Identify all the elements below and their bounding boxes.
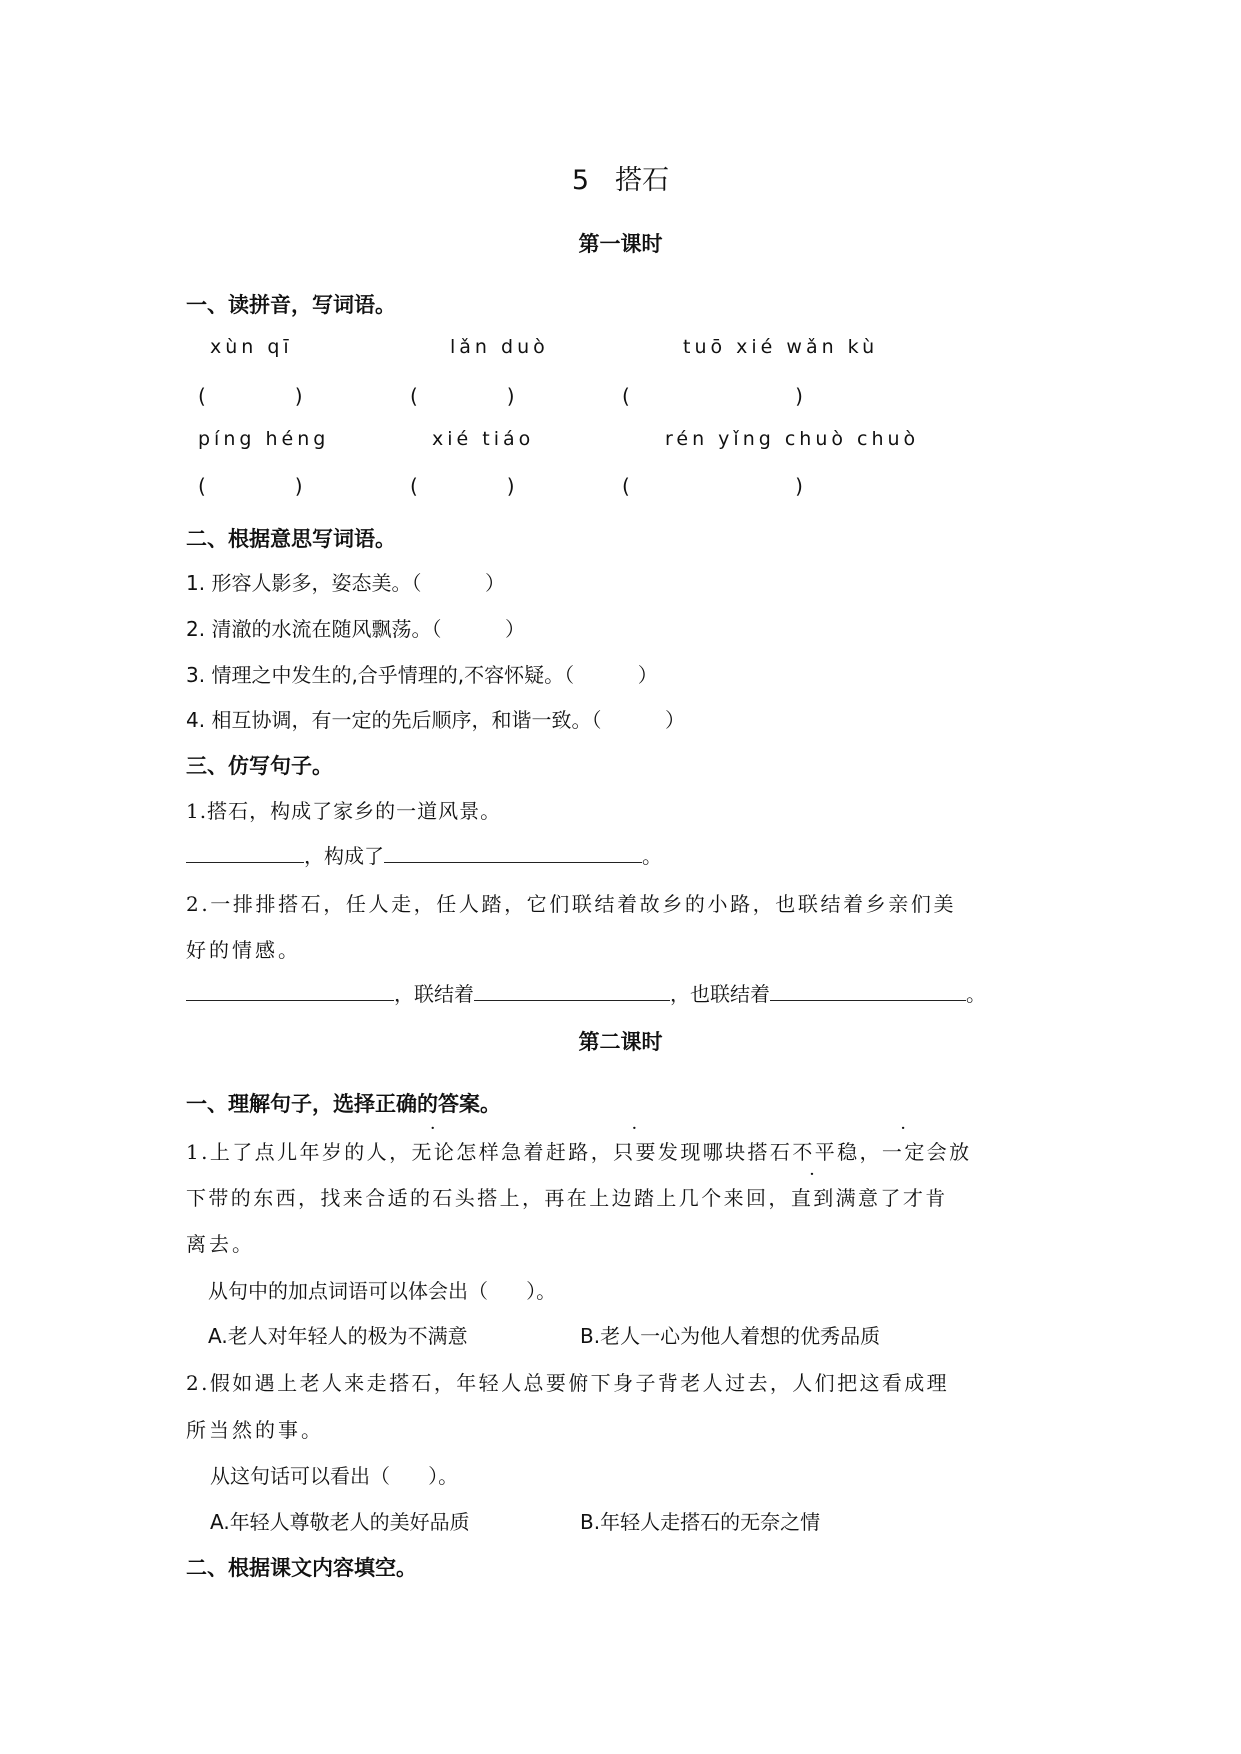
comprehension-q1-prompt: 从句中的加点词语可以体会出（ ）。	[208, 1279, 557, 1303]
comprehension-q2-line1: 2.假如遇上老人来走搭石，年轻人总要俯下身子背老人过去，人们把这看成理	[186, 1371, 950, 1395]
fill-text-mid1: ，联结着	[394, 982, 474, 1006]
answer-blank-1[interactable]: ( )	[198, 384, 303, 408]
fill-blank-a[interactable]	[186, 842, 304, 863]
comprehension-q1-line2	[186, 1182, 948, 1211]
fill-blank-d[interactable]	[474, 980, 670, 1001]
text: 发现哪块搭石不平稳，	[657, 1140, 882, 1164]
q2-option-a[interactable]: A.年轻人尊敬老人的美好品质	[210, 1510, 470, 1534]
emphasized-word-zhiyao: 只要	[613, 1140, 658, 1164]
imitation-q1: 1.搭石，构成了家乡的一道风景。	[186, 799, 502, 823]
lesson1-label: 第一课时	[578, 232, 663, 256]
comprehension-q2-line2: 所当然的事。	[186, 1418, 324, 1442]
definition-item-4: 4. 相互协调，有一定的先后顺序，和谐一致。（ ）	[186, 708, 686, 732]
pinyin-renyingchuochuo: rén yǐng chuò chuò	[665, 428, 920, 450]
answer-blank-4[interactable]: ( )	[198, 474, 303, 498]
text: 1.上了点儿年岁的人，	[186, 1140, 412, 1164]
fill-blank-b[interactable]	[384, 842, 642, 863]
imitation-q2-line1: 2.一排排搭石，任人走，任人踏，它们联结着故乡的小路，也联结着乡亲们美	[186, 892, 957, 916]
q1-option-b[interactable]: B.老人一心为他人着想的优秀品质	[580, 1324, 881, 1348]
comprehension-q1-line1	[186, 1136, 972, 1165]
pinyin-pingheng: píng héng	[198, 428, 330, 450]
text: 下带的东西，找来合适的石头搭上，再在上边踏上几个来回，	[186, 1186, 791, 1210]
pinyin-xunqi: xùn qī	[210, 336, 293, 358]
fill-blank-e[interactable]	[770, 980, 966, 1001]
fill-text-end2: 。	[966, 982, 986, 1006]
text: 怎样急着赶路，	[456, 1140, 614, 1164]
comprehension-q2-prompt: 从这句话可以看出（ ）。	[210, 1464, 459, 1488]
q2-option-b[interactable]: B.年轻人走搭石的无奈之情	[580, 1510, 821, 1534]
lesson-number: 5	[571, 165, 590, 196]
fill-blank-c[interactable]	[186, 980, 394, 1001]
pinyin-tuoxiewanku: tuō xié wǎn kù	[683, 336, 879, 358]
emphasized-word-yiding: 一定	[881, 1140, 927, 1164]
fill-text-mid2: ，也联结着	[670, 982, 770, 1006]
comprehension-q1-line3: 离去。	[186, 1232, 255, 1256]
fill-text-mid: ，构成了	[304, 844, 384, 868]
pinyin-xietiao: xié tiáo	[432, 428, 535, 450]
imitation-q1-fill	[186, 840, 662, 869]
l2-section1-heading: 一、理解句子，选择正确的答案。	[186, 1092, 501, 1116]
definition-item-3: 3. 情理之中发生的,合乎情理的,不容怀疑。（ ）	[186, 663, 658, 687]
pinyin-landuo: lǎn duò	[450, 336, 549, 358]
lesson2-label: 第二课时	[578, 1030, 663, 1054]
l1-section2-heading: 二、根据意思写词语。	[186, 527, 396, 551]
definition-item-1: 1. 形容人影多，姿态美。（ ）	[186, 571, 506, 595]
answer-blank-5[interactable]: ( )	[410, 474, 515, 498]
l1-section1-heading: 一、读拼音，写词语。	[186, 293, 396, 317]
imitation-q2-line2: 好的情感。	[186, 938, 301, 962]
text: 满意了才肯	[835, 1186, 948, 1210]
l2-section2-heading: 二、根据课文内容填空。	[186, 1556, 417, 1580]
emphasized-word-wulun: 无论	[411, 1140, 457, 1164]
answer-blank-3[interactable]: ( )	[622, 384, 803, 408]
answer-blank-2[interactable]: ( )	[410, 384, 515, 408]
page-title	[0, 158, 1241, 197]
q1-option-a[interactable]: A.老人对年轻人的极为不满意	[208, 1324, 468, 1348]
lesson-title: 搭石	[615, 165, 670, 196]
fill-text-end: 。	[642, 844, 662, 868]
definition-item-2: 2. 清澈的水流在随风飘荡。（ ）	[186, 617, 526, 641]
answer-blank-6[interactable]: ( )	[622, 474, 803, 498]
imitation-q2-fill	[186, 978, 986, 1007]
l1-section3-heading: 三、仿写句子。	[186, 754, 333, 778]
text: 会放	[926, 1140, 972, 1164]
emphasized-word-zhidao: 直到	[790, 1186, 836, 1210]
